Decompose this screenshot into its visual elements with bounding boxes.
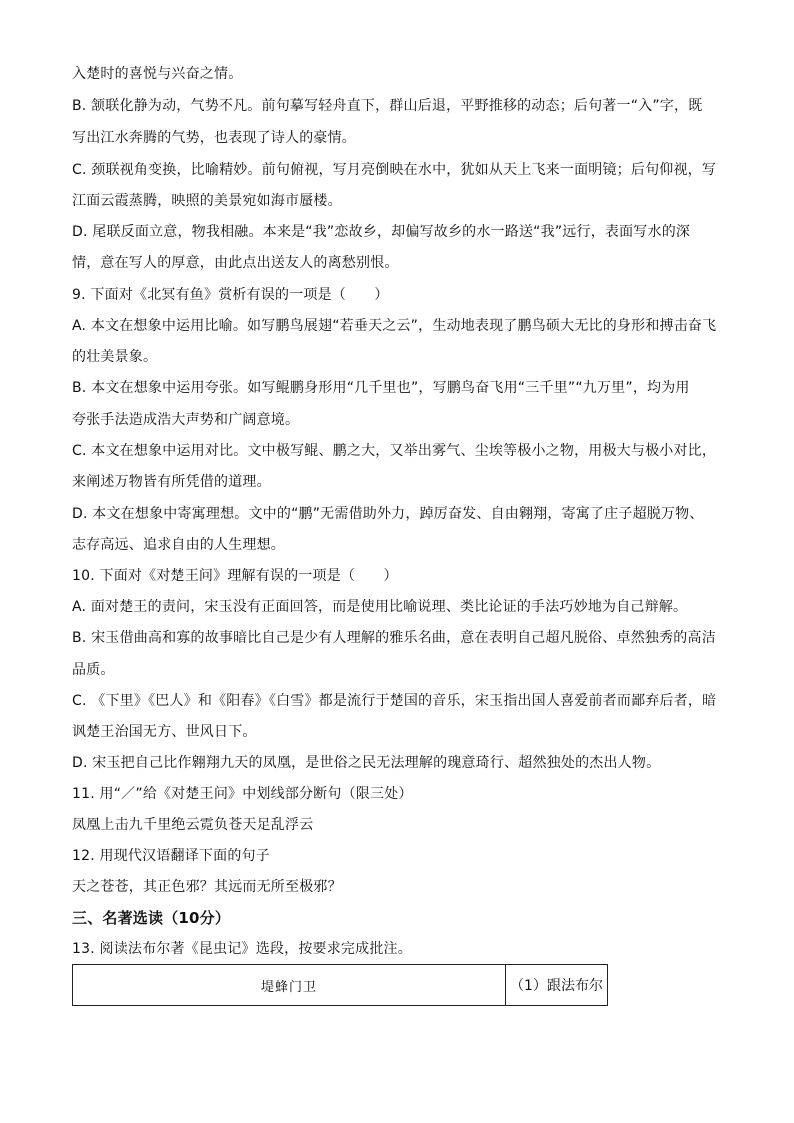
q9-option-c-line2: 来阐述万物皆有所凭借的道理。 (72, 474, 271, 490)
option-d-line2: 情，意在写人的厚意，由此点出送友人的离愁别恨。 (72, 255, 399, 271)
q9-option-d-line2: 志存高远、追求自由的人生理想。 (72, 537, 285, 553)
annotation-table (72, 964, 608, 1006)
option-b-line2: 写出江水奔腾的气势，也表现了诗人的豪情。 (72, 130, 356, 146)
option-d-line1: D. 尾联反面立意，物我相融。本来是“我”恋故乡，却偏写故乡的水一路送“我”远行，表面写水的深 (72, 224, 691, 240)
q10-option-b-line1: B. 宋玉借曲高和寡的故事暗比自己是少有人理解的雅乐名曲，意在表明自己超凡脱俗、卓然独秀的高洁 (72, 630, 716, 646)
q10-option-c-line2: 讽楚王治国无方、世风日下。 (72, 724, 257, 740)
q10-option-b-line2: 品质。 (72, 662, 115, 678)
q9-option-d-line1: D. 本文在想象中寄寓理想。文中的“鹏”无需借助外力，踔厉奋发、自由翱翔，寄寓了庄子超脱万物、 (72, 506, 704, 522)
question-11: 11. 用“／”给《对楚王问》中划线部分断句（限三处） (72, 786, 413, 802)
q10-option-c-line1: C. 《下里》《巴人》和《阳春》《白雪》都是流行于楚国的音乐，宋玉指出国人喜爱前者而鄙弃后者，暗 (72, 693, 717, 709)
section-heading: 三、名著选读（10分） (72, 909, 231, 927)
question-12: 12. 用现代汉语翻译下面的句子 (72, 848, 270, 864)
text-line: 入楚时的喜悦与兴奋之情。 (72, 66, 243, 82)
q11-sentence: 凤凰上击九千里绝云霓负苍天足乱浮云 (72, 817, 314, 833)
table-cell-note: （1）跟法布尔 (510, 978, 603, 994)
q9-option-c-line1: C. 本文在想象中运用对比。文中极写鲲、鹏之大，又举出雾气、尘埃等极小之物，用极大与极小对比， (72, 443, 717, 459)
table-cell-title: 堤蜂门卫 (73, 965, 506, 1005)
option-c-line2: 江面云霞蒸腾，映照的美景宛如海市蜃楼。 (72, 193, 342, 209)
question-13: 13. 阅读法布尔著《昆虫记》选段，按要求完成批注。 (72, 941, 412, 957)
q9-option-a-line2: 的壮美景象。 (72, 349, 158, 365)
q9-option-a-line1: A. 本文在想象中运用比喻。如写鹏鸟展翅“若垂天之云”，生动地表现了鹏鸟硕大无比的身形和搏击奋飞 (72, 318, 717, 334)
q10-option-a: A. 面对楚王的责问，宋玉没有正面回答，而是使用比喻说理、类比论证的手法巧妙地为自己辩解。 (72, 599, 688, 615)
question-9: 9. 下面对《北冥有鱼》赏析有误的一项是（ ） (72, 287, 389, 303)
q9-option-b-line1: B. 本文在想象中运用夸张。如写鲲鹏身形用“几千里也”，写鹏鸟奋飞用“三千里”“九万里”，均为用 (72, 380, 690, 396)
option-c-line1: C. 颈联视角变换，比喻精妙。前句俯视，写月亮倒映在水中，犹如从天上飞来一面明镜；后句仰视，写 (72, 162, 717, 178)
option-b-line1: B. 颔联化静为动，气势不凡。前句摹写轻舟直下，群山后退，平野推移的动态；后句著一“入”字，既 (72, 98, 703, 114)
q10-option-d: D. 宋玉把自己比作翱翔九天的凤凰，是世俗之民无法理解的瑰意琦行、超然独处的杰出人物。 (72, 755, 661, 771)
question-10: 10. 下面对《对楚王问》理解有误的一项是（ ） (72, 568, 398, 584)
q12-sentence: 天之苍苍，其正色邪？其远而无所至极邪？ (72, 879, 342, 895)
q9-option-b-line2: 夸张手法造成浩大声势和广阔意境。 (72, 412, 300, 428)
